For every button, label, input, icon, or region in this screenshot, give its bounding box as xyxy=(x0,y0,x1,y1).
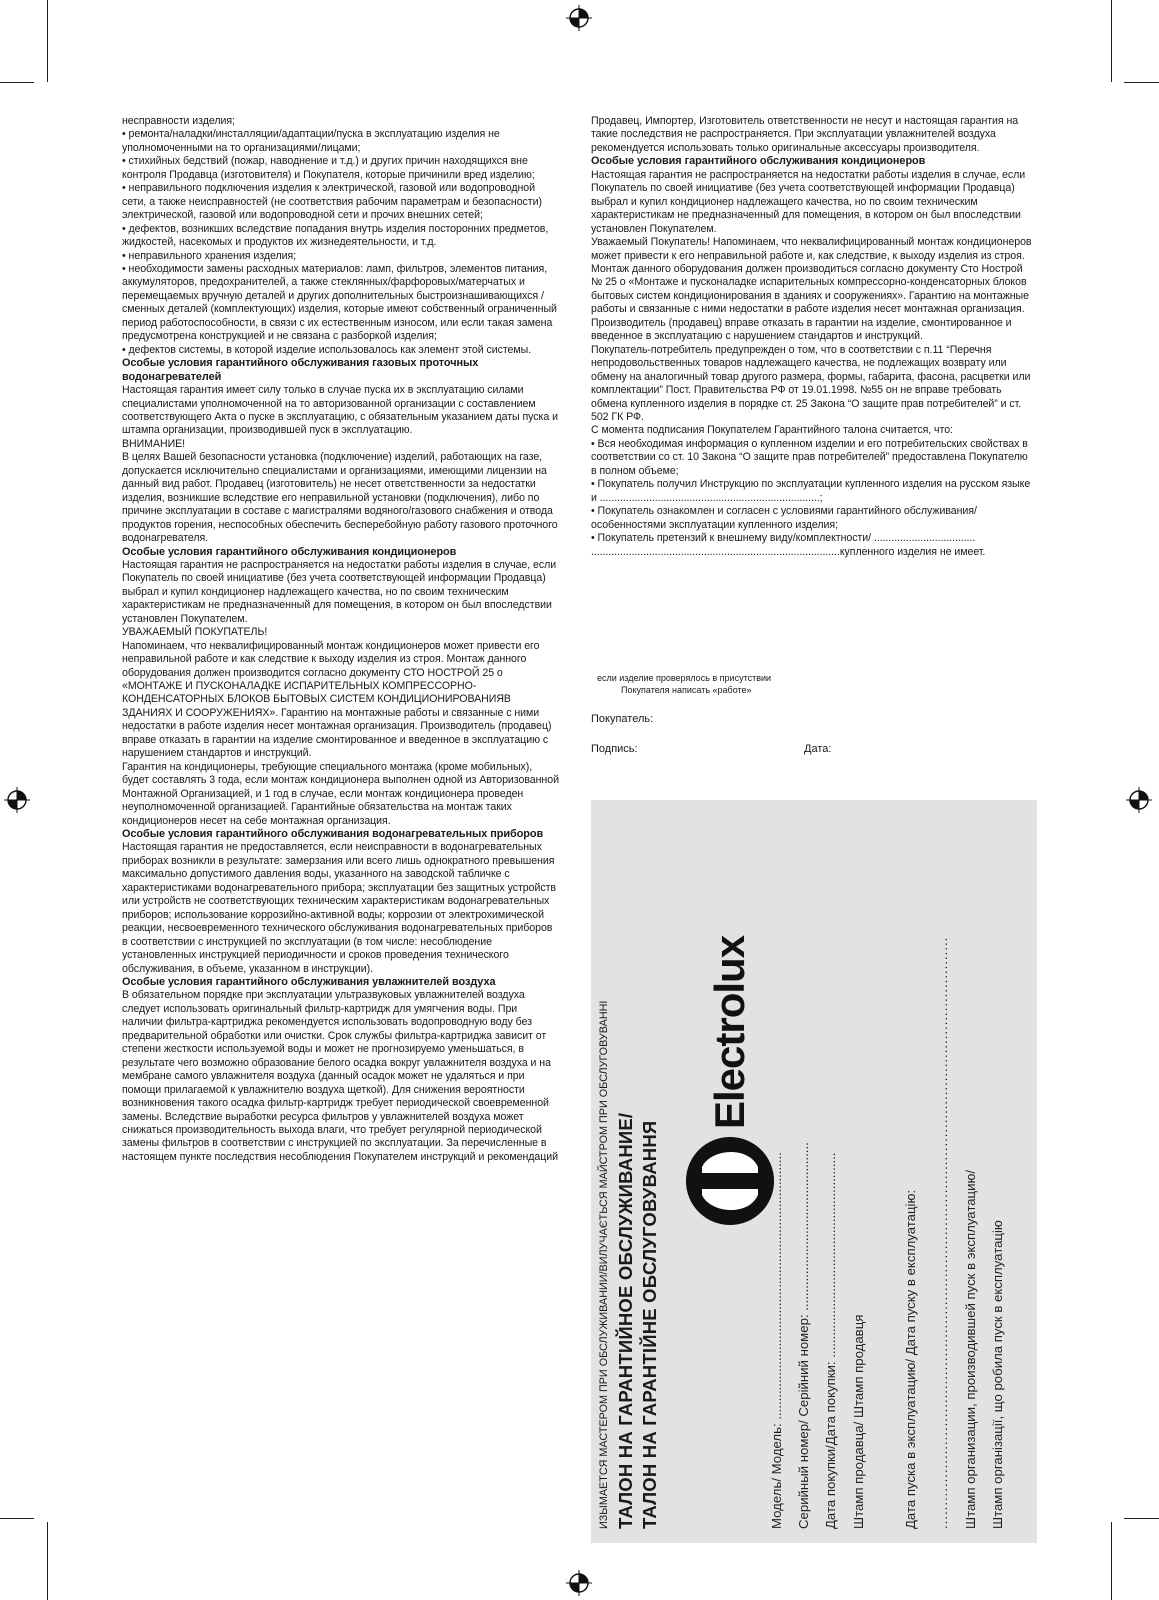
coupon-master-note: ИЗЫМАЕТСЯ МАСТЕРОМ ПРИ ОБСЛУЖИВАНИИ/ВИЛУЧАЄТЬСЯ МАЙСТРОМ ПРИ ОБСЛУГОВУВАННІ xyxy=(598,1000,610,1529)
dotted-line: ............................................................................................................................... xyxy=(935,936,950,1529)
organization-stamp-field-ua: Штамп організації, що робила пуск в експлуатацію xyxy=(990,1220,1005,1529)
electrolux-logo xyxy=(686,936,774,1225)
paragraph: ......................................................................................купленного изделия не имеет. xyxy=(591,545,986,558)
registration-mark-icon xyxy=(566,5,592,31)
paragraph: Покупатель-потребитель предупрежден о том, что в соответствии с п.11 “Перечня непродовольственных товаров надлежащего качества, не подлежащих возврату или обмену на аналогичный товар другого размера, формы, габарита, фасона, расцветки или комплектации” Пост. Правительства РФ от 19.01.1998. №55 он не вправе требовать обмена купленного изделия в порядке ст. 25 Закона “О защите прав потребителей” и ст. 502 ГК РФ. xyxy=(591,343,1031,423)
crop-mark xyxy=(0,82,34,83)
paragraph: Настоящая гарантия не предоставляется, если неисправности в водонагревательных приборах возникли в результате: замерзания или всего лишь однократного превышения максимально допустимого давления воды, указанного на заводской табличке с характеристиками водонагревательного прибора; эксплуатации без защитных устройств или устройств не соответствующих техническим характеристикам водонагревательных приборов; использование коррозийно-активной воды; коррозии от электрохимической реакции, несвоевременного технического обслуживания водонагревательных приборов в соответствии с инструкцией по эксплуатации (в том числе: несоблюдение установленных инструкцией периодичности и сроков проведения технического обслуживания, в объеме, указанном в инструкции). xyxy=(122,841,556,975)
commissioning-date-field: Дата пуска в эксплуатацию/ Дата пуску в експлуатацію: xyxy=(903,1189,918,1529)
crop-mark xyxy=(47,0,48,82)
paragraph: Настоящая гарантия имеет силу только в случае пуска их в эксплуатацию силами специалистами уполномоченной на то авторизованной организации с составлением соответствующего Акта о пуске в эксплуатацию, с обязательным указанием даты пуска и штампа организации, производившей пуск в эксплуатацию. xyxy=(122,384,558,437)
registration-mark-icon xyxy=(1126,787,1152,813)
footnote xyxy=(591,672,1034,696)
paragraph: • стихийных бедствий (пожар, наводнение и т.д.) и других причин находящихся вне контроля Продавца (изготовителя) и Покупателя, которые причинили вред изделию; xyxy=(122,155,535,181)
signature-area xyxy=(591,713,1034,753)
paragraph: Настоящая гарантия не распространяется на недостатки работы изделия в случае, если Покупатель по своей инициативе (без учета соответствующей информации Продавца) выбрал и купил кондиционер надлежащего качества, но по своим техническим характеристикам не предназначенный для помещения, в котором он был впоследствии установлен Покупателем. xyxy=(591,168,1026,235)
crop-mark xyxy=(1111,0,1112,82)
organization-stamp-field: Штамп организации, производившей пуск в эксплуатацию/ xyxy=(963,1169,978,1529)
paragraph: ВНИМАНИЕ! xyxy=(122,437,186,450)
crop-mark xyxy=(0,1518,34,1519)
section-heading: Особые условия гарантийного обслуживания газовых проточных водонагревателей xyxy=(122,357,479,383)
paragraph: Гарантия на кондиционеры, требующие специального монтажа (кроме мобильных), будет составлять 3 года, если монтаж кондиционера выполнен одной из Авторизованной Монтажной Организацией, и 1 год в случае, если монтаж кондиционера проведен неуполномоченной организацией. Гарантийные обязательства на монтаж таких кондиционеров несет на себе монтажная организация. xyxy=(122,760,559,827)
crop-mark xyxy=(1124,1518,1159,1519)
paragraph: Продавец, Импортер, Изготовитель ответственности не несут и настоящая гарантия на такие последствия не распространяется. При эксплуатации увлажнителей воздуха рекомендуется использовать только оригинальные аксессуары производителя. xyxy=(591,115,1019,154)
paragraph: • неправильного подключения изделия к электрической, газовой или водопроводной сети, а также неисправностей (не соответствия рабочим параметрам и безопасности) электрической, газовой или водопроводной сети и прочих внешних сетей; xyxy=(122,182,542,222)
paragraph: УВАЖАЕМЫЙ ПОКУПАТЕЛЬ! xyxy=(122,626,268,639)
section-heading: Особые условия гарантийного обслуживания водонагревательных приборов xyxy=(122,828,544,841)
registration-mark-icon xyxy=(4,787,30,813)
footnote-line: Покупателя написать «работе» xyxy=(621,685,752,695)
section-heading: Особые условия гарантийного обслуживания кондиционеров xyxy=(591,155,926,168)
paragraph: • ремонта/наладки/инсталляции/адаптации/пуска в эксплуатацию изделия не уполномоченными на то организациями/лицами; xyxy=(122,128,500,154)
paragraph: • Покупатель получил Инструкцию по эксплуатации купленного изделия на русском языке и ............................................................................; xyxy=(591,478,1031,504)
paragraph: • необходимости замены расходных материалов: ламп, фильтров, элементов питания, аккумуляторов, предохранителей, а также стеклянных/фарфоровых/матерчатых и перемещаемых вручную деталей и других дополнительных быстроизнашивающихся /сменных деталей (комплектующих) изделия, которые имеют собственный ограниченный период работоспособности, в связи с их естественным износом, или если такая замена предусмотрена конструкцией и не связана с разборкой изделия; xyxy=(122,262,557,343)
paragraph: Уважаемый Покупатель! Напоминаем, что неквалифицированный монтаж кондиционеров может привести к его неправильной работе и, как следствие, к выходу изделия из строя. Монтаж данного оборудования должен производиться согласно документу Сто Нострой № 25 о «Монтаже и пусконаладке испарительных компрессорно-конденсаторных блоков бытовых систем кондиционирования в зданиях и сооружениях». Гарантию на монтажные работы и связанные с ними недостатки в работе изделия несет монтажная организация. Производитель (продавец) вправе отказать в гарантии на изделие, смонтированное и введенное в эксплуатацию с нарушением стандартов и инструкций. xyxy=(591,236,1032,343)
paragraph: • дефектов, возникших вследствие попадания внутрь изделия посторонних предметов, жидкостей, насекомых и продуктов их жизнедеятельности, и т.д. xyxy=(122,222,549,249)
serial-number-field: Серийный номер/ Серійний номер: .............................................. xyxy=(796,1142,811,1529)
brand-name: Electrolux xyxy=(706,935,753,1129)
paragraph: • неправильного хранения изделия; xyxy=(122,249,297,262)
footnote-line: если изделие проверялось в присутствии xyxy=(597,673,772,683)
model-field: Модель/ Модель: ......................................................................... xyxy=(769,1152,784,1529)
signature-label: Подпись: xyxy=(591,743,638,755)
warranty-coupon xyxy=(591,800,1037,1543)
buyer-label: Покупатель: xyxy=(591,713,654,725)
seller-stamp-field: Штамп продавца/ Штамп продавця xyxy=(851,1314,866,1529)
registration-mark-icon xyxy=(566,1570,592,1596)
paragraph: • дефектов системы, в которой изделие использовалось как элемент этой системы. xyxy=(122,343,532,356)
coupon-title-ru: ТАЛОН НА ГАРАНТИЙНОЕ ОБСЛУЖИВАНИЕ/ xyxy=(615,1112,636,1529)
paragraph: В обязательном порядке при эксплуатации ультразвуковых увлажнителей воздуха следует использовать оригинальный фильтр-картридж для умягчения воды. При наличии фильтра-картриджа рекомендуется использовать водопроводную воду без предварительной обработки или очистки. Срок службы фильтра-картриджа зависит от степени жесткости используемой воды и может не прогнозируемо уменьшаться, в результате чего возможно образование белого осадка вокруг увлажнителя воздуха и на мембране самого увлажнителя воздуха (данный осадок может не удаляться и при помощи прилагаемой к увлажнителю воздуха щеткой). Для снижения вероятности возникновения такого осадка фильтр-картридж требует периодической своевременной замены. Вследствие выработки ресурса фильтров у увлажнителей воздуха может снижаться производительность выхода влаги, что требует регулярной периодической замены фильтров в соответствии с инструкцией по эксплуатации. За перечисленные в настоящем пункте последствия несоблюдения Покупателем инструкций и рекомендаций xyxy=(122,989,559,1163)
paragraph: • Вся необходимая информация о купленном изделии и его потребительских свойствах в соответствии со ст. 10 Закона “О защите прав потребителей” предоставлена Покупателю в полном объеме; xyxy=(591,437,1028,477)
right-text-column xyxy=(591,115,1034,559)
paragraph: В целях Вашей безопасности установка (подключение) изделий, работающих на газе, допускается исключительно специалистами и организациями, имеющими лицензии на данный вид работ. Продавец (изготовитель) не несет ответственности за недостатки изделия, возникшие вследствие его неправильной установки (подключения), либо по причине эксплуатации в составе с магистралями водяного/газового снабжения и отвода продуктов горения, неспособных обеспечить бесперебойную работу газового проточного водонагревателя. xyxy=(122,451,558,545)
paragraph: Напоминаем, что неквалифицированный монтаж кондиционеров может привести его неправильной работе и как следствие к выходу изделия из строя. Монтаж данного оборудования должен производится согласно документу СТО НОСТРОЙ 25 о «МОНТАЖЕ И ПУСКОНАЛАДКЕ ИСПАРИТЕЛЬНЫХ КОМПРЕССОРНО-КОНДЕНСАТОРНЫХ БЛОКОВ БЫТОВЫХ СИСТЕМ КОНДИЦИОНИРОВАНИЯВ ЗДАНИЯХ И СООРУЖЕНИЯХ». Гарантию на монтажные работы и связанные с ними недостатки в работе изделия несет монтажная организация. Производитель (продавец) вправе отказать в гарантии на изделие смонтированное и введенное в эксплуатацию с нарушением стандартов и инструкций. xyxy=(122,639,552,760)
paragraph: несправности изделия; xyxy=(122,115,235,127)
crop-mark xyxy=(1111,1522,1112,1600)
paragraph: • Покупатель ознакомлен и согласен с условиями гарантийного обслуживания/особенностями эксплуатации купленного изделия; xyxy=(591,505,977,531)
coupon-title-ua: ТАЛОН НА ГАРАНТІЙНЕ ОБСЛУГОВУВАННЯ xyxy=(639,1120,660,1529)
left-text-column xyxy=(122,115,559,1164)
electrolux-logo-icon xyxy=(686,1137,774,1225)
crop-mark xyxy=(1124,82,1159,83)
section-heading: Особые условия гарантийного обслуживания кондиционеров xyxy=(122,545,457,558)
crop-mark xyxy=(47,1522,48,1600)
paragraph: С момента подписания Покупателем Гарантийного талона считается, что: xyxy=(591,424,953,437)
purchase-date-field: Дата покупки/Дата покупки: ........................................................ xyxy=(823,1152,838,1529)
paragraph: Настоящая гарантия не распространяется на недостатки работы изделия в случае, если Покупатель по своей инициативе (без учета соответствующей информации Продавца) выбрал и купил кондиционер надлежащего качества, но по своим техническим характеристикам не предназначенный для помещения, в котором он был впоследствии установлен Покупателем. xyxy=(122,558,557,625)
section-heading: Особые условия гарантийного обслуживания увлажнителей воздуха xyxy=(122,976,496,988)
date-label: Дата: xyxy=(804,743,832,755)
paragraph: • Покупатель претензий к внешнему виду/комплектности/ ................................... xyxy=(591,532,976,545)
